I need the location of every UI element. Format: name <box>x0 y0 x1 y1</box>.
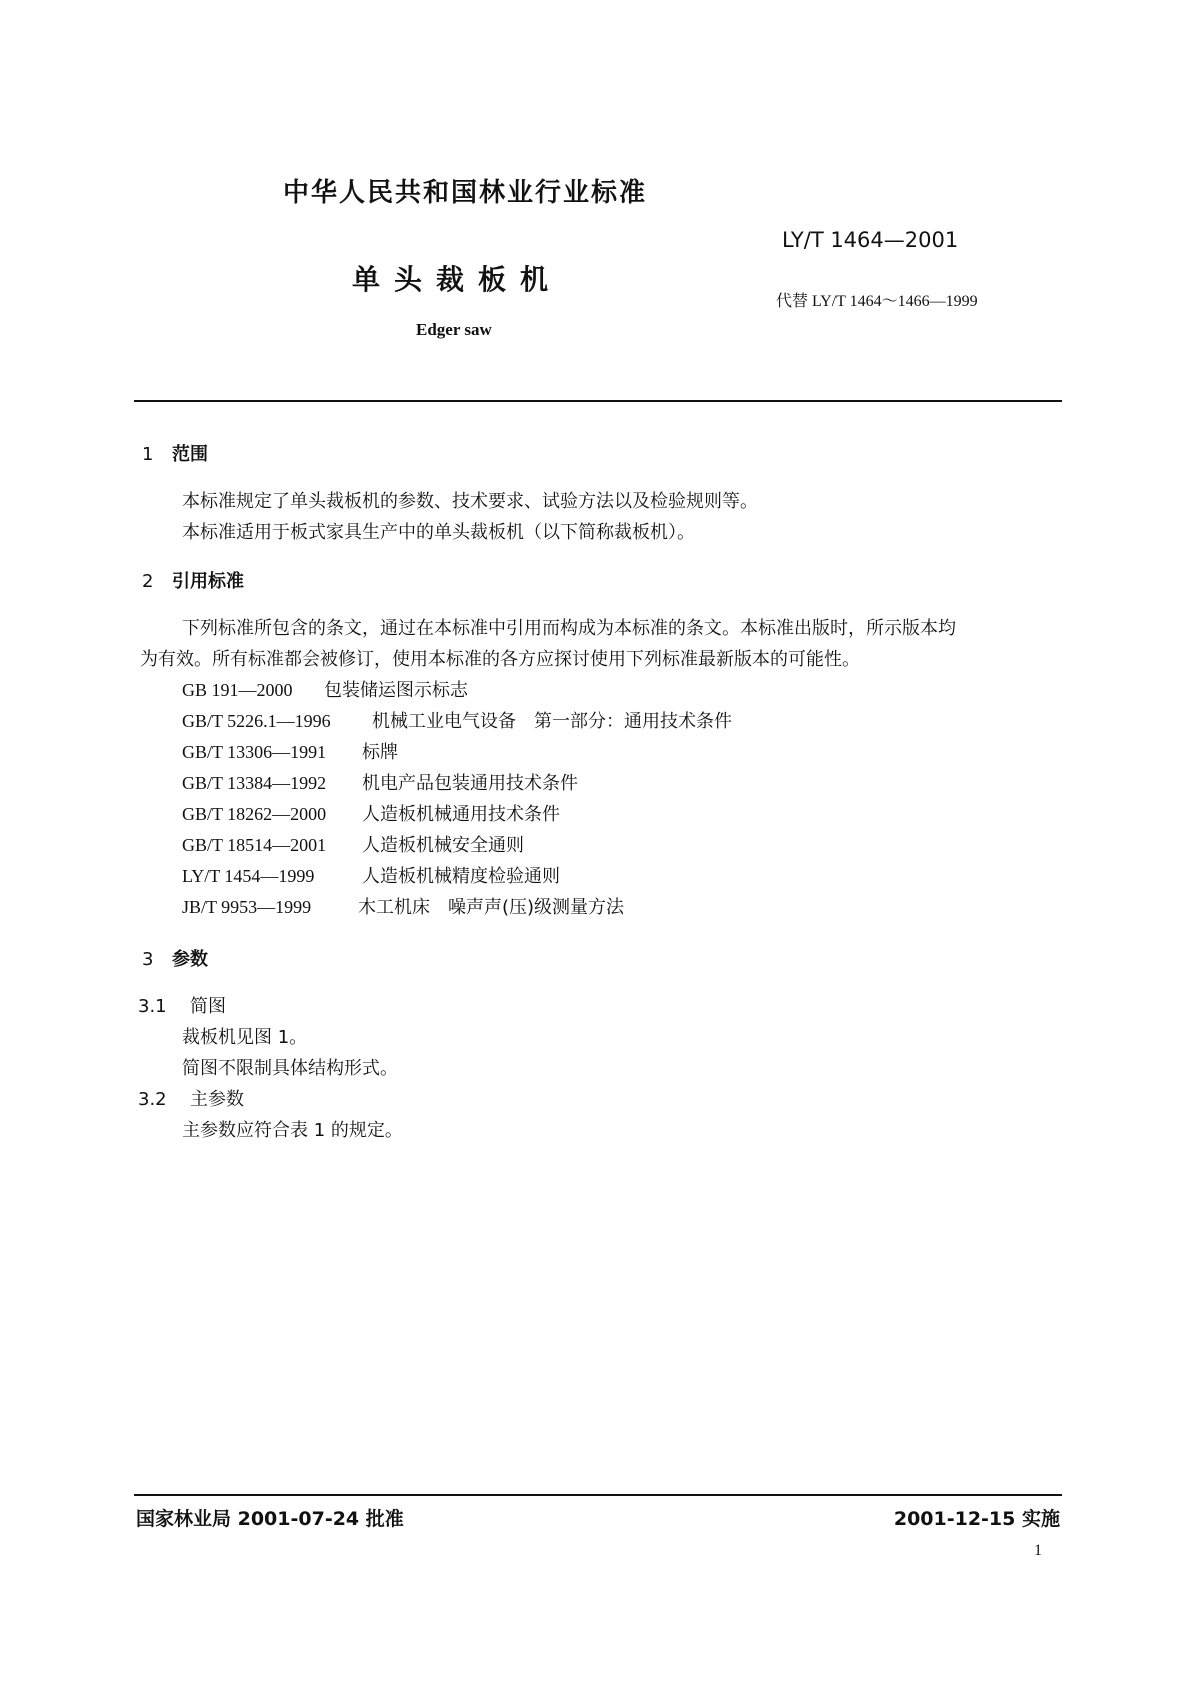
reference-title: 木工机床 噪声声(压)级测量方法 <box>358 897 625 918</box>
section-1-para-1: 本标准规定了单头裁板机的参数、技术要求、试验方法以及检验规则等。 <box>182 491 758 512</box>
implementation-date: 2001-12-15 实施 <box>893 1508 1060 1530</box>
reference-code: GB/T 18262—2000 <box>182 804 327 824</box>
section-2-heading <box>142 567 244 593</box>
subsection-number: 3.1 <box>138 996 167 1017</box>
reference-title: 机电产品包装通用技术条件 <box>362 773 578 794</box>
standard-number: LY/T 1464—2001 <box>782 228 959 252</box>
reference-item <box>182 769 578 795</box>
subsection-number: 3.2 <box>138 1089 167 1110</box>
section-2-intro-line-2: 为有效。所有标准都会被修订，使用本标准的各方应探讨使用下列标准最新版本的可能性。 <box>140 649 860 670</box>
page-number: 1 <box>1034 1542 1042 1559</box>
section-number: 2 <box>142 571 154 592</box>
reference-code: GB/T 13384—1992 <box>182 773 327 793</box>
section-3-heading <box>142 945 208 971</box>
reference-title: 人造板机械安全通则 <box>362 835 524 856</box>
reference-title: 包装储运图示标志 <box>324 680 468 701</box>
reference-title: 人造板机械精度检验通则 <box>362 866 560 887</box>
standard-category: 中华人民共和国林业行业标准 <box>283 178 648 208</box>
section-1-para-2: 本标准适用于板式家具生产中的单头裁板机（以下简称裁板机）。 <box>182 522 695 543</box>
subsection-3-1-line-1: 裁板机见图 1。 <box>182 1027 308 1048</box>
footer-rule <box>134 1494 1062 1496</box>
subsection-3-1-line-2: 简图不限制具体结构形式。 <box>182 1058 398 1079</box>
subsection-title: 主参数 <box>190 1089 244 1110</box>
reference-title: 人造板机械通用技术条件 <box>362 804 560 825</box>
section-title: 范围 <box>172 444 208 465</box>
section-number: 3 <box>142 949 154 970</box>
section-2-intro-line-1: 下列标准所包含的条文，通过在本标准中引用而构成为本标准的条文。本标准出版时，所示版本均 <box>182 618 956 639</box>
section-title: 参数 <box>172 949 208 970</box>
english-title: Edger saw <box>416 320 492 339</box>
reference-code: GB 191—2000 <box>182 680 293 700</box>
header-rule <box>134 400 1062 402</box>
reference-code: GB/T 5226.1—1996 <box>182 711 331 731</box>
subsection-3-1-heading <box>138 992 226 1018</box>
section-title: 引用标准 <box>172 571 244 592</box>
reference-item <box>182 707 732 733</box>
reference-code: JB/T 9953—1999 <box>182 897 312 917</box>
reference-code: GB/T 18514—2001 <box>182 835 327 855</box>
section-number: 1 <box>142 444 154 465</box>
replaces-note: 代替 LY/T 1464～1466—1999 <box>776 293 978 310</box>
document-title: 单头裁板机 <box>352 263 563 296</box>
reference-item <box>182 831 524 857</box>
reference-item <box>182 738 398 764</box>
approval-date: 国家林业局 2001-07-24 批准 <box>136 1508 404 1530</box>
reference-item <box>182 676 468 702</box>
subsection-3-2-heading <box>138 1085 244 1111</box>
reference-item <box>182 800 560 826</box>
reference-title: 机械工业电气设备 第一部分：通用技术条件 <box>372 711 732 732</box>
reference-item <box>182 862 560 888</box>
section-1-heading <box>142 440 208 466</box>
subsection-3-2-line-1: 主参数应符合表 1 的规定。 <box>182 1120 403 1141</box>
reference-title: 标牌 <box>362 742 398 763</box>
reference-code: LY/T 1454—1999 <box>182 866 315 886</box>
subsection-title: 简图 <box>190 996 226 1017</box>
reference-item <box>182 893 624 919</box>
reference-code: GB/T 13306—1991 <box>182 742 327 762</box>
